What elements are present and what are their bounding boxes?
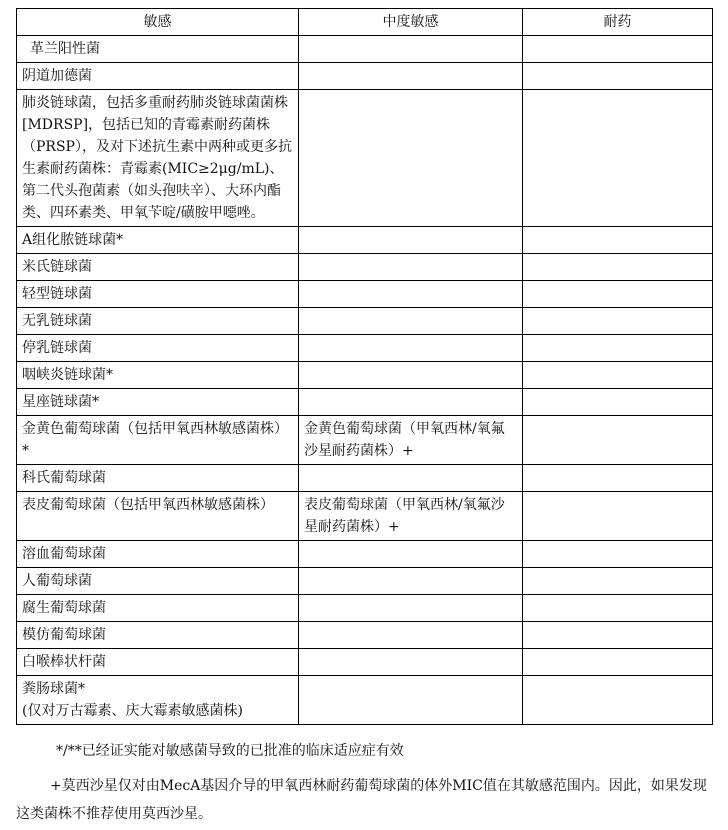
table-row (17, 90, 713, 227)
cell-intermediate (299, 676, 523, 725)
cell-resistant (523, 649, 713, 676)
cell-susceptible: A组化脓链球菌* (17, 227, 299, 254)
footnote-efficacy: */**已经证实能对敏感菌导致的已批准的临床适应症有效 (56, 743, 404, 759)
cell-susceptible: 溶血葡萄球菌 (17, 541, 299, 568)
table-row (17, 465, 713, 492)
cell-resistant (523, 63, 713, 90)
table-row (17, 281, 713, 308)
table-row (17, 568, 713, 595)
cell-resistant (523, 254, 713, 281)
cell-intermediate (299, 389, 523, 416)
table-row (17, 676, 713, 725)
table-row (17, 308, 713, 335)
cell-susceptible: 人葡萄球菌 (17, 568, 299, 595)
cell-susceptible: 腐生葡萄球菌 (17, 595, 299, 622)
table-row (17, 254, 713, 281)
cell-resistant (523, 541, 713, 568)
cell-resistant (523, 335, 713, 362)
cell-susceptible: 表皮葡萄球菌（包括甲氧西林敏感菌株） (17, 492, 299, 541)
table-row (17, 649, 713, 676)
table-row (17, 389, 713, 416)
cell-resistant (523, 568, 713, 595)
cell-susceptible: 轻型链球菌 (17, 281, 299, 308)
header-intermediate: 中度敏感 (299, 9, 523, 36)
cell-susceptible: 阴道加德菌 (17, 63, 299, 90)
cell-susceptible: 星座链球菌* (17, 389, 299, 416)
cell-intermediate (299, 595, 523, 622)
cell-resistant (523, 227, 713, 254)
cell-resistant (523, 389, 713, 416)
table-row (17, 227, 713, 254)
cell-intermediate (299, 649, 523, 676)
table-row (17, 595, 713, 622)
footnote-moxifloxacin: +莫西沙星仅对由MecA基因介导的甲氧西林耐药葡萄球菌的体外MIC值在其敏感范围内。因此，如果发现这类菌株不推荐使用莫西沙星。 (16, 778, 707, 822)
cell-susceptible: 粪肠球菌* (仅对万古霉素、庆大霉素敏感菌株) (17, 676, 299, 725)
table-row (17, 63, 713, 90)
cell-intermediate (299, 308, 523, 335)
table-header-row (17, 9, 713, 36)
cell-susceptible: 模仿葡萄球菌 (17, 622, 299, 649)
cell-susceptible: 肺炎链球菌，包括多重耐药肺炎链球菌菌株[MDRSP]，包括已知的青霉素耐药菌株（PRSP），及对下述抗生素中两种或更多抗生素耐药菌株：青霉素(MIC≥2μg/mL)、第二代头孢菌素（如头孢呋辛）、大环内酯类、四环素类、甲氧苄啶/磺胺甲噁唑。 (17, 90, 299, 227)
cell-resistant (523, 281, 713, 308)
table-row (17, 541, 713, 568)
cell-intermediate (299, 90, 523, 227)
cell-resistant (523, 622, 713, 649)
cell-susceptible: 金黄色葡萄球菌（包括甲氧西林敏感菌株）* (17, 416, 299, 465)
cell-resistant (523, 362, 713, 389)
cell-susceptible: 米氏链球菌 (17, 254, 299, 281)
cell-intermediate (299, 335, 523, 362)
cell-intermediate (299, 36, 523, 63)
cell-intermediate (299, 622, 523, 649)
susceptibility-table (16, 8, 713, 725)
table-row (17, 36, 713, 63)
cell-susceptible: 咽峡炎链球菌* (17, 362, 299, 389)
cell-intermediate (299, 362, 523, 389)
cell-susceptible: 停乳链球菌 (17, 335, 299, 362)
cell-intermediate (299, 254, 523, 281)
table-row (17, 492, 713, 541)
cell-resistant (523, 465, 713, 492)
cell-resistant (523, 595, 713, 622)
cell-intermediate (299, 281, 523, 308)
table-row (17, 622, 713, 649)
table-row (17, 335, 713, 362)
cell-intermediate (299, 541, 523, 568)
cell-resistant (523, 36, 713, 63)
cell-resistant (523, 492, 713, 541)
cell-resistant (523, 90, 713, 227)
cell-resistant (523, 676, 713, 725)
cell-intermediate: 表皮葡萄球菌（甲氧西林/氧氟沙星耐药菌株）+ (299, 492, 523, 541)
cell-resistant (523, 416, 713, 465)
cell-susceptible: 科氏葡萄球菌 (17, 465, 299, 492)
cell-resistant (523, 308, 713, 335)
cell-susceptible: 革兰阳性菌 (17, 36, 299, 63)
table-row (17, 362, 713, 389)
cell-susceptible: 无乳链球菌 (17, 308, 299, 335)
table-row (17, 416, 713, 465)
cell-intermediate (299, 227, 523, 254)
cell-intermediate (299, 63, 523, 90)
header-susceptible: 敏感 (17, 9, 299, 36)
cell-susceptible: 白喉棒状杆菌 (17, 649, 299, 676)
cell-intermediate: 金黄色葡萄球菌（甲氧西林/氧氟沙星耐药菌株）+ (299, 416, 523, 465)
cell-intermediate (299, 568, 523, 595)
cell-intermediate (299, 465, 523, 492)
header-resistant: 耐药 (523, 9, 713, 36)
